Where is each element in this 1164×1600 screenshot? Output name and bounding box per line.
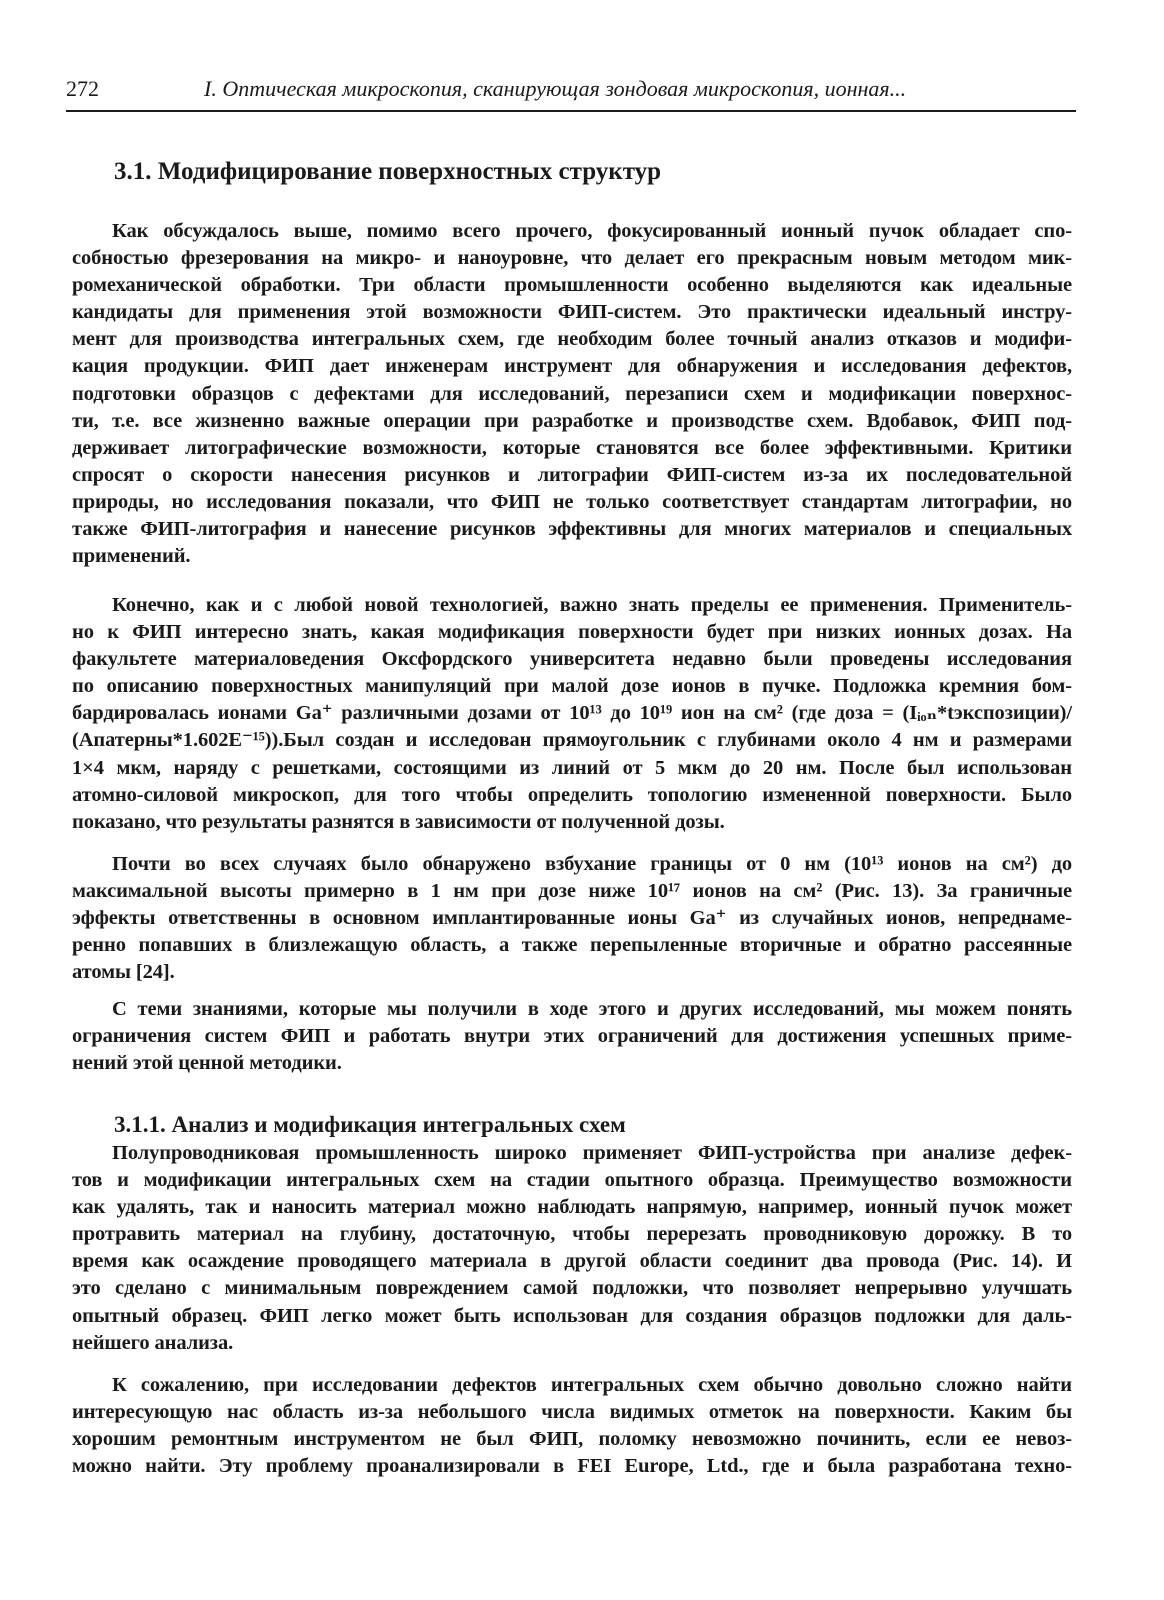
text-line: ромеханической обработки. Три области промышленности особенно выделяются как идеальные [72,274,1072,297]
text-line: тов и модификации интегральных схем на стадии опытного образца. Преимущество возможности [72,1169,1072,1192]
text-line: мент для производства интегральных схем, где необходим более точный анализ отказов и модифи- [72,328,1072,351]
text-line: (Aпатерны*1.602E⁻¹⁵)).Был создан и исследован прямоугольник с глубинами около 4 нм и размерами [72,729,1072,752]
running-header [66,70,1076,112]
paragraph [72,1372,1072,1480]
text-line: ренно попавших в близлежащую область, а также перепыленные вторичные и обратно рассеянные [72,934,1072,957]
paragraph [72,851,1072,986]
text-line: природы, но исследования показали, что ФИП не только соответствует стандартам литографии, но [72,490,1072,513]
text-line: нейшего анализа. [72,1331,234,1354]
running-title: I. Оптическая микроскопия, сканирующая зондовая микроскопия, ионная... [204,76,907,101]
text-line: максимальной высоты примерно в 1 нм при дозе ниже 10¹⁷ ионов на см² (Рис. 13). За граничные [72,880,1072,903]
paragraph [72,592,1072,836]
subsection-title: 3.1.1. Анализ и модификация интегральных схем [114,1112,626,1137]
text-line: факультете материаловедения Оксфордского университета недавно были проведены исследования [72,648,1072,671]
section-title: 3.1. Модифицирование поверхностных структур [114,158,662,185]
paragraph [72,218,1072,570]
text-line: собностью фрезерования на микро- и наноуровне, что делает его прекрасным новым методом мик- [72,247,1072,270]
text-line: применений. [72,545,191,568]
text-line: Конечно, как и с любой новой технологией, важно знать пределы ее применения. Применитель- [112,594,1072,616]
text-line: эффекты ответственны в основном имплантированные ионы Ga⁺ из случайных ионов, непреднаме- [72,907,1072,930]
text-line: держивает литографические возможности, которые становятся все более эффективными. Критики [72,436,1072,459]
page-number: 272 [66,76,99,101]
text-line: хорошим ремонтным инструментом не был ФИП, поломку невозможно починить, если ее невоз- [72,1428,1072,1451]
text-line: подготовки образцов с дефектами для исследований, перезаписи схем и модификации поверхнос- [72,382,1072,405]
text-line: также ФИП-литография и нанесение рисунков эффективны для многих материалов и специальных [72,518,1072,541]
text-line: атомно-силовой микроскоп, для того чтобы определить топологию измененной поверхности. Было [72,783,1072,806]
text-line: ти, т.е. все жизненно важные операции при разработке и производстве схем. Вдобавок, ФИП под- [72,409,1072,432]
text-line: Как обсуждалось выше, помимо всего прочего, фокусированный ионный пучок обладает спо- [112,220,1072,242]
text-line: интересующую нас область из-за небольшого числа видимых отметок на поверхности. Каким бы [72,1401,1072,1424]
text-line: Полупроводниковая промышленность широко применяет ФИП-устройства при анализе дефек- [112,1142,1072,1164]
text-line: протравить материал на глубину, достаточную, чтобы перерезать проводниковую дорожку. В то [72,1223,1072,1246]
text-line: как удалять, так и наносить материал можно наблюдать напрямую, например, ионный пучок может [72,1196,1072,1219]
text-line: бардировалась ионами Ga⁺ различными дозами от 10¹³ до 10¹⁹ ион на см² (где доза = (Iᵢₒₙ*tэкспозиции)/ [72,702,1072,725]
text-line: показано, что результаты разнятся в зависимости от полученной дозы. [72,810,725,833]
text-line: С теми знаниями, которые мы получили в ходе этого и других исследований, мы можем понять [112,998,1072,1020]
text-line: атомы [24]. [72,961,175,984]
paragraph [72,996,1072,1077]
text-line: Почти во всех случаях было обнаружено взбухание границы от 0 нм (10¹³ ионов на см²) до [112,853,1072,875]
text-line: время как осаждение проводящего материала в другой области соединит два провода (Рис. 14). И [72,1250,1072,1273]
text-line: ограничения систем ФИП и работать внутри этих ограничений для достижения успешных приме- [72,1025,1072,1048]
text-line: опытный образец. ФИП легко может быть использован для создания образцов подложки для даль- [72,1304,1072,1327]
text-line: можно найти. Эту проблему проанализировали в FEI Europe, Ltd., где и была разработана техно- [72,1455,1072,1478]
text-line: нений этой ценной методики. [72,1052,342,1075]
text-line: кандидаты для применения этой возможности ФИП-систем. Это практически идеальный инстру- [72,301,1072,324]
text-line: спросят о скорости нанесения рисунков и литографии ФИП-систем из-за их последовательной [72,463,1072,486]
text-line: по описанию поверхностных манипуляций при малой дозе ионов в пучке. Подложка кремния бом- [72,675,1072,698]
text-line: это сделано с минимальным повреждением самой подложки, что позволяет непрерывно улучшать [72,1277,1072,1300]
paragraph [72,1140,1072,1357]
text-line: 1×4 мкм, наряду с решетками, состоящими из линий от 5 мкм до 20 нм. После был использован [72,756,1072,779]
text-line: но к ФИП интересно знать, какая модификация поверхности будет при низких ионных дозах. На [72,621,1072,644]
text-line: К сожалению, при исследовании дефектов интегральных схем обычно довольно сложно найти [112,1374,1072,1396]
text-line: кация продукции. ФИП дает инженерам инструмент для обнаружения и исследования дефектов, [72,355,1072,378]
